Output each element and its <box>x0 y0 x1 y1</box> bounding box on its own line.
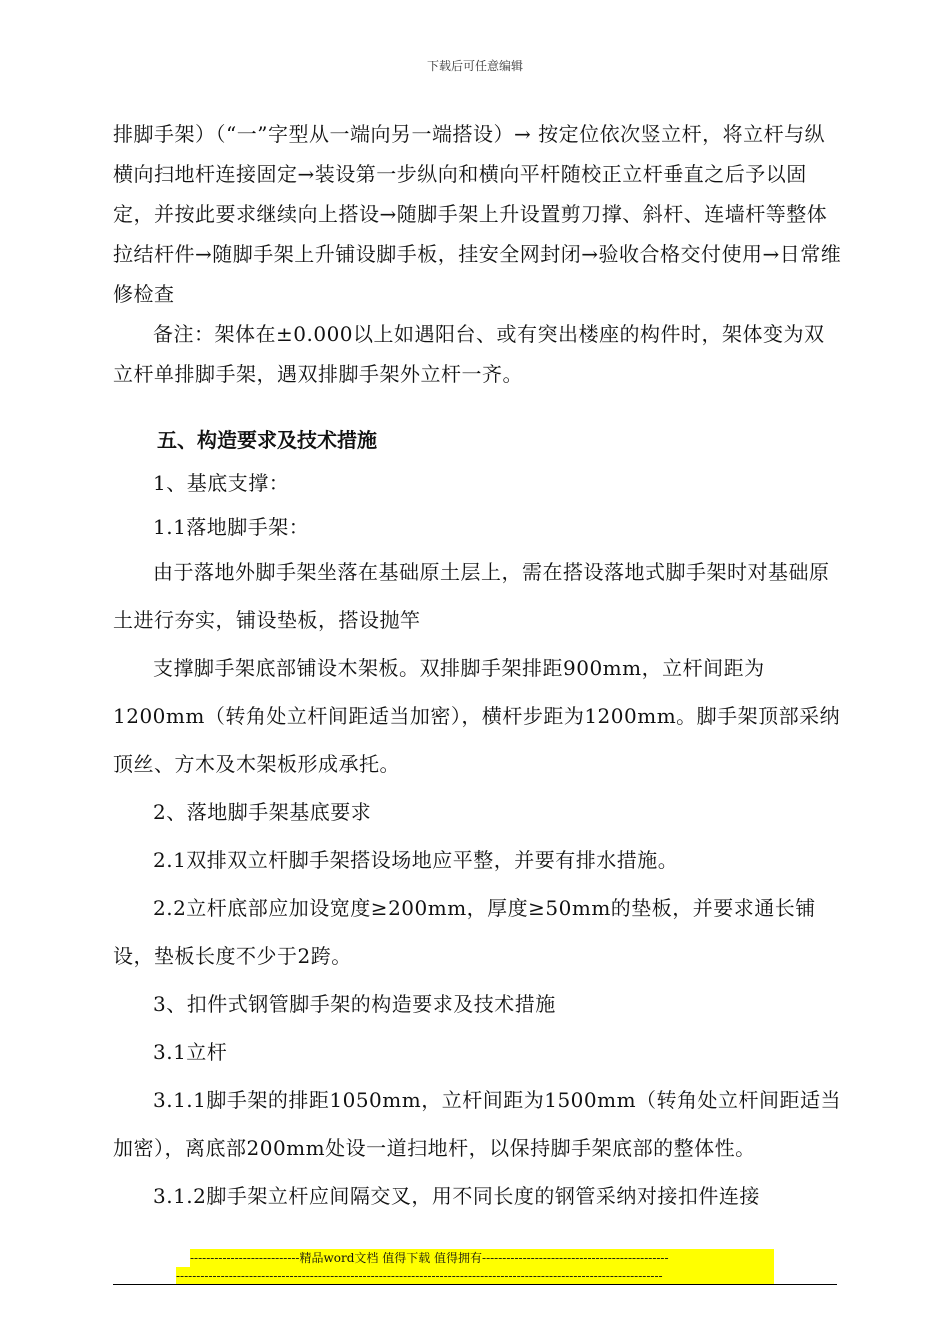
subheading-2: 2、落地脚手架基底要求 <box>153 800 372 824</box>
paragraph-procedure: 排脚手架）（“一”字型从一端向另一端搭设）→ 按定位依次竖立杆，将立杆与纵横向扫地杆连接固定→装设第一步纵向和横向平杆随校正立杆垂直之后予以固定，并按此要求继续向上搭设→随脚手架上升设置剪刀撑、斜杆、连墙杆等整体拉结杆件→随脚手架上升铺设脚手板，挂安全网封闭→验收合格交付使用→日常维修检查 <box>113 122 842 306</box>
document-body <box>113 114 843 1220</box>
item-3-1-1: 3.1.1脚手架的排距1050mm，立杆间距为1500mm（转角处立杆间距适当加密），离底部200mm处设一道扫地杆，以保持脚手架底部的整体性。 <box>113 1088 842 1160</box>
paragraph-foundation: 由于落地外脚手架坐落在基础原土层上，需在搭设落地式脚手架时对基础原土进行夯实，铺设垫板，搭设抛竿 <box>113 560 830 632</box>
footer-banner <box>176 1249 774 1285</box>
footer-divider <box>113 1284 837 1285</box>
item-2-1: 2.1双排双立杆脚手架搭设场地应平整，并要有排水措施。 <box>153 848 679 872</box>
paragraph-support: 支撑脚手架底部铺设木架板。双排脚手架排距900mm，立杆间距为1200mm（转角处立杆间距适当加密），横杆步距为1200mm。脚手架顶部采纳顶丝、方木及木架板形成承托。 <box>113 656 841 776</box>
subheading-1: 1、基底支撑： <box>153 471 290 495</box>
subheading-1-1: 1.1落地脚手架： <box>153 515 310 539</box>
footer-line-1: ---------------------------精品word文档 值得下载 值得拥有---------------------------------------------- <box>190 1249 774 1267</box>
footer-line-2: ------------------------------------------------------------------------------------------------------------------------ <box>176 1267 774 1285</box>
subheading-3-1: 3.1立杆 <box>153 1040 228 1064</box>
paragraph-note: 备注：架体在±0.000以上如遇阳台、或有突出楼座的构件时，架体变为双立杆单排脚手架，遇双排脚手架外立杆一齐。 <box>113 322 825 386</box>
page-header: 下载后可任意编辑 <box>426 59 523 73</box>
item-2-2: 2.2立杆底部应加设宽度≥200mm，厚度≥50mm的垫板，并要求通长铺设，垫板长度不少于2跨。 <box>113 896 816 968</box>
subheading-3: 3、扣件式钢管脚手架的构造要求及技术措施 <box>153 992 556 1016</box>
item-3-1-2: 3.1.2脚手架立杆应间隔交叉，用不同长度的钢管采纳对接扣件连接 <box>153 1184 760 1208</box>
section-heading-5: 五、构造要求及技术措施 <box>157 428 377 452</box>
